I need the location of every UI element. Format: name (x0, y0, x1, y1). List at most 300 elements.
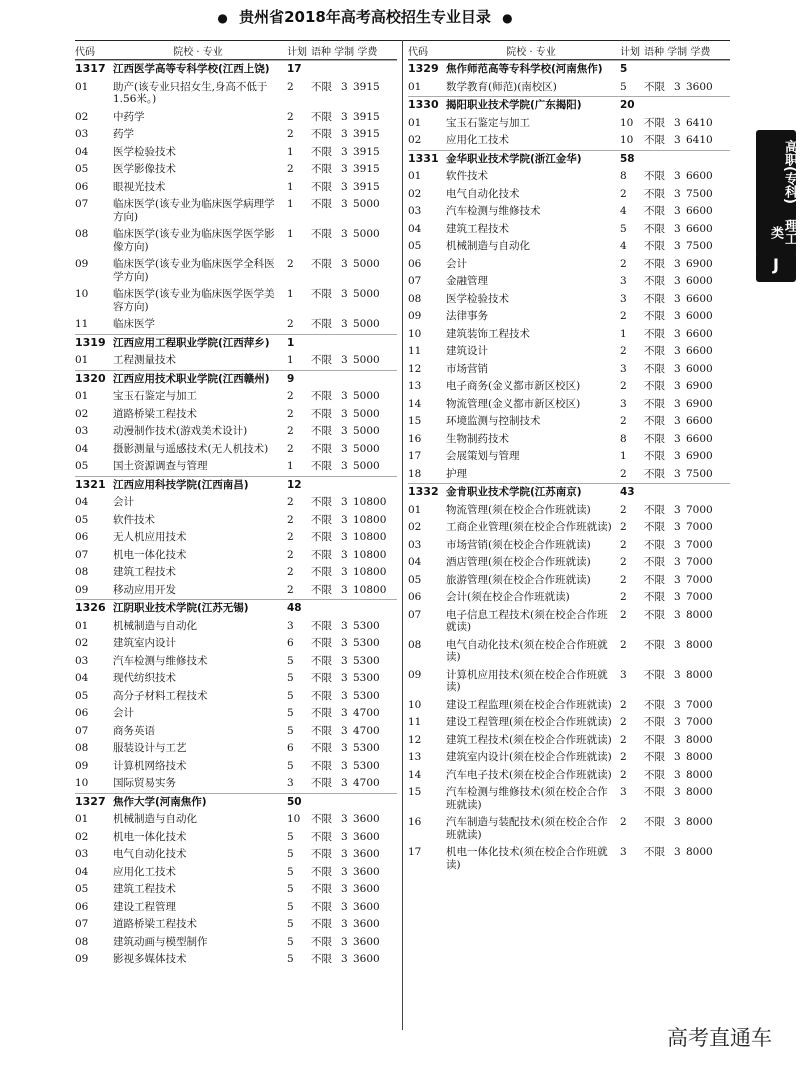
language-cell: 不限 (311, 654, 332, 667)
language-cell: 不限 (644, 187, 665, 200)
language-cell: 不限 (644, 432, 665, 445)
fee-cell: 6600 (686, 415, 713, 427)
code-cell: 18 (408, 467, 422, 480)
language-cell: 不限 (644, 816, 665, 828)
code-cell: 05 (408, 573, 422, 586)
duration-cell: 3 (674, 698, 681, 711)
name-cell: 移动应用开发 (113, 583, 176, 596)
language-cell: 不限 (311, 566, 332, 578)
plan-cell: 8 (620, 170, 627, 182)
major-row (75, 458, 397, 476)
plan-cell: 1 (287, 460, 294, 472)
code-cell: 06 (75, 531, 89, 543)
duration-cell: 3 (341, 128, 348, 140)
major-row (408, 132, 730, 150)
code-cell: 04 (75, 442, 89, 455)
plan-cell: 2 (620, 257, 627, 270)
name-cell: 医学检验技术 (446, 292, 509, 305)
duration-cell: 3 (674, 450, 681, 462)
major-row (75, 179, 397, 197)
name-cell: 汽车电子技术(须在校企合作班就读) (446, 768, 612, 781)
duration-cell: 3 (674, 415, 681, 427)
code-cell: 08 (408, 638, 422, 651)
plan-cell: 5 (287, 900, 294, 913)
name-cell: 江西应用技术职业学院(江西赣州) (113, 372, 270, 385)
page-title: 贵州省2018年高考高校招生专业目录 (239, 8, 491, 26)
major-row (75, 256, 397, 286)
name-cell: 会计 (446, 257, 467, 270)
duration-cell: 3 (341, 707, 348, 719)
language-cell: 不限 (311, 288, 332, 300)
school-row (408, 483, 730, 502)
fee-cell: 3915 (353, 80, 380, 93)
name-cell: 物流管理(须在校企合作班就读) (446, 503, 591, 516)
duration-cell: 3 (341, 583, 348, 596)
language-cell: 不限 (644, 733, 665, 746)
language-cell: 不限 (311, 128, 332, 140)
major-row (408, 343, 730, 361)
duration-cell: 3 (341, 724, 348, 737)
language-cell: 不限 (311, 180, 332, 193)
duration-cell: 3 (341, 918, 348, 930)
plan-cell: 2 (287, 390, 294, 402)
fee-cell: 5000 (353, 258, 380, 270)
duration-cell: 3 (674, 116, 681, 129)
duration-cell: 3 (341, 258, 348, 270)
major-row (408, 273, 730, 291)
duration-cell: 3 (341, 566, 348, 578)
major-row (408, 378, 730, 396)
plan-cell: 1 (620, 450, 627, 462)
plan-cell: 2 (287, 513, 294, 526)
language-cell: 不限 (644, 521, 665, 533)
fee-cell: 3915 (353, 110, 380, 123)
major-row (75, 951, 397, 969)
language-cell: 不限 (644, 467, 665, 480)
fee-cell: 3915 (353, 180, 380, 193)
duration-cell: 3 (341, 830, 348, 843)
name-cell: 机电一体化技术(须在校企合作班就读) (446, 846, 608, 871)
code-cell: 05 (75, 513, 89, 526)
plan-cell: 3 (620, 362, 627, 375)
duration-cell: 3 (674, 397, 681, 410)
major-row (75, 441, 397, 459)
fee-cell: 7500 (686, 187, 713, 200)
major-row (75, 529, 397, 547)
plan-cell: 5 (287, 865, 294, 878)
code-cell: 03 (408, 205, 422, 217)
duration-cell: 3 (674, 187, 681, 200)
code-cell: 09 (75, 953, 89, 965)
name-cell: 建筑动画与模型制作 (113, 935, 208, 948)
major-row (75, 126, 397, 144)
language-cell: 不限 (311, 496, 332, 508)
side-tab-letter: J (756, 252, 796, 282)
plan-cell: 2 (620, 608, 627, 621)
name-cell: 电气自动化技术 (113, 848, 187, 860)
plan-cell: 2 (287, 425, 294, 437)
plan-cell: 2 (287, 110, 294, 123)
name-cell: 汽车制造与装配技术(须在校企合作班就读) (446, 816, 608, 841)
language-cell: 不限 (311, 198, 332, 210)
duration-cell: 3 (341, 110, 348, 123)
plan-cell: 2 (287, 407, 294, 420)
name-cell: 服装设计与工艺 (113, 742, 187, 754)
code-cell: 06 (75, 707, 89, 719)
plan-cell: 3 (620, 292, 627, 305)
code-cell: 04 (75, 496, 89, 508)
name-cell: 计算机网络技术 (113, 759, 187, 772)
name-cell: 临床医学 (113, 318, 155, 330)
right-column (408, 42, 730, 874)
language-cell: 不限 (644, 292, 665, 305)
language-cell: 不限 (644, 415, 665, 427)
major-row (408, 115, 730, 133)
fee-cell: 8000 (686, 846, 713, 858)
major-row (408, 637, 730, 667)
code-cell: 12 (408, 362, 422, 375)
fee-cell: 5000 (353, 288, 380, 300)
major-row (408, 291, 730, 309)
plan-cell: 5 (287, 883, 294, 895)
duration-cell: 3 (674, 240, 681, 252)
fee-cell: 5000 (353, 407, 380, 420)
header-plan: 计划 (287, 47, 307, 58)
fee-cell: 5000 (353, 228, 380, 240)
code-cell: 13 (408, 751, 422, 763)
major-row (408, 607, 730, 637)
language-cell: 不限 (311, 707, 332, 719)
fee-cell: 8000 (686, 608, 713, 621)
name-cell: 会计 (113, 496, 134, 508)
duration-cell: 3 (341, 288, 348, 300)
language-cell: 不限 (644, 668, 665, 681)
major-row (408, 448, 730, 466)
code-cell: 15 (408, 786, 422, 798)
plan-cell: 2 (620, 538, 627, 551)
fee-cell: 7000 (686, 716, 713, 728)
plan-cell: 1 (287, 228, 294, 240)
name-cell: 建筑设计 (446, 345, 488, 357)
code-cell: 02 (75, 830, 89, 843)
plan-cell: 1 (287, 288, 294, 300)
name-cell: 中药学 (113, 110, 145, 123)
duration-cell: 3 (674, 556, 681, 568)
language-cell: 不限 (311, 953, 332, 965)
language-cell: 不限 (311, 583, 332, 596)
language-cell: 不限 (644, 362, 665, 375)
fee-cell: 6600 (686, 222, 713, 235)
major-row (75, 196, 397, 226)
code-cell: 03 (75, 425, 89, 437)
fee-cell: 8000 (686, 733, 713, 746)
language-cell: 不限 (311, 460, 332, 472)
language-cell: 不限 (644, 716, 665, 728)
major-row (408, 203, 730, 221)
duration-cell: 3 (674, 638, 681, 651)
name-cell: 药学 (113, 128, 134, 140)
name-cell: 江西应用工程职业学院(江西萍乡) (113, 336, 270, 349)
fee-cell: 3600 (353, 883, 380, 895)
code-cell: 02 (408, 521, 422, 533)
duration-cell: 3 (674, 503, 681, 516)
plan-cell: 2 (620, 716, 627, 728)
code-cell: 08 (75, 228, 89, 240)
code-cell: 02 (75, 407, 89, 420)
name-cell: 建设工程管理(须在校企合作班就读) (446, 716, 612, 728)
language-cell: 不限 (311, 228, 332, 240)
language-cell: 不限 (311, 865, 332, 878)
name-cell: 环境监测与控制技术 (446, 415, 541, 427)
major-row (75, 144, 397, 162)
code-cell: 09 (75, 583, 89, 596)
fee-cell: 3600 (353, 953, 380, 965)
major-row (75, 564, 397, 582)
plan-cell: 6 (287, 637, 294, 649)
plan-cell: 2 (287, 258, 294, 270)
language-cell: 不限 (644, 556, 665, 568)
plan-cell: 2 (287, 566, 294, 578)
name-cell: 焦作大学(河南焦作) (113, 795, 207, 808)
duration-cell: 3 (674, 205, 681, 217)
major-row (408, 844, 730, 874)
fee-cell: 10800 (353, 583, 387, 596)
major-row (408, 326, 730, 344)
name-cell: 国际贸易实务 (113, 777, 176, 789)
duration-cell: 3 (674, 786, 681, 798)
major-row (75, 934, 397, 952)
duration-cell: 3 (341, 318, 348, 330)
fee-cell: 7500 (686, 467, 713, 480)
major-row (408, 79, 730, 97)
duration-cell: 3 (341, 513, 348, 526)
fee-cell: 3915 (353, 145, 380, 158)
column-header (75, 42, 397, 60)
duration-cell: 3 (341, 163, 348, 175)
plan-cell: 2 (287, 496, 294, 508)
major-row (408, 466, 730, 484)
language-cell: 不限 (311, 442, 332, 455)
name-cell: 医学影像技术 (113, 163, 176, 175)
name-cell: 汽车检测与维修技术(须在校企合作班就读) (446, 786, 608, 811)
language-cell: 不限 (644, 310, 665, 322)
plan-cell: 2 (287, 583, 294, 596)
duration-cell: 3 (341, 425, 348, 437)
name-cell: 建筑工程技术 (446, 222, 509, 235)
duration-cell: 3 (674, 345, 681, 357)
code-cell: 04 (408, 556, 422, 568)
duration-cell: 3 (674, 733, 681, 746)
duration-cell: 3 (674, 310, 681, 322)
code-cell: 03 (75, 128, 89, 140)
language-cell: 不限 (311, 110, 332, 123)
major-row (75, 582, 397, 600)
name-cell: 机电一体化技术 (113, 548, 187, 561)
plan-cell: 2 (620, 591, 627, 603)
duration-cell: 3 (341, 935, 348, 948)
code-cell: 08 (75, 935, 89, 948)
fee-cell: 3600 (686, 80, 713, 93)
code-cell: 03 (408, 538, 422, 551)
school-row (75, 476, 397, 495)
fee-cell: 8000 (686, 751, 713, 763)
name-cell: 道路桥梁工程技术 (113, 918, 197, 930)
code-cell: 01 (408, 80, 422, 93)
duration-cell: 3 (674, 846, 681, 858)
school-row (75, 793, 397, 812)
plan-cell: 2 (620, 698, 627, 711)
name-cell: 机械制造与自动化 (446, 240, 530, 252)
code-cell: 03 (75, 848, 89, 860)
language-cell: 不限 (644, 222, 665, 235)
name-cell: 电气自动化技术(须在校企合作班就读) (446, 638, 608, 663)
plan-cell: 10 (620, 116, 634, 129)
name-cell: 高分子材料工程技术 (113, 689, 208, 702)
language-cell: 不限 (644, 768, 665, 781)
plan-cell: 43 (620, 486, 635, 498)
code-cell: 02 (408, 134, 422, 146)
name-cell: 会计(须在校企合作班就读) (446, 591, 570, 603)
duration-cell: 3 (674, 573, 681, 586)
duration-cell: 3 (341, 813, 348, 825)
code-cell: 10 (75, 288, 89, 300)
code-cell: 06 (75, 900, 89, 913)
language-cell: 不限 (644, 786, 665, 798)
code-cell: 1321 (75, 477, 106, 491)
duration-cell: 3 (341, 354, 348, 366)
duration-cell: 3 (674, 467, 681, 480)
name-cell: 商务英语 (113, 724, 155, 737)
fee-cell: 10800 (353, 566, 387, 578)
school-row (408, 96, 730, 115)
plan-cell: 6 (287, 742, 294, 754)
major-row (75, 881, 397, 899)
name-cell: 揭阳职业技术学院(广东揭阳) (446, 99, 582, 111)
language-cell: 不限 (644, 134, 665, 146)
major-row (75, 775, 397, 793)
name-cell: 建设工程监理(须在校企合作班就读) (446, 698, 612, 711)
duration-cell: 3 (674, 751, 681, 763)
major-row (75, 352, 397, 370)
duration-cell: 3 (674, 608, 681, 621)
major-row (75, 916, 397, 934)
name-cell: 市场营销 (446, 362, 488, 375)
fee-cell: 5000 (353, 425, 380, 437)
name-cell: 临床医学(该专业为临床医学医学美容方向) (113, 288, 275, 313)
plan-cell: 2 (287, 128, 294, 140)
fee-cell: 7000 (686, 538, 713, 551)
code-cell: 1332 (408, 485, 439, 498)
duration-cell: 3 (674, 716, 681, 728)
header-name: 院校 · 专业 (173, 47, 223, 58)
duration-cell: 3 (674, 432, 681, 445)
fee-cell: 3600 (353, 935, 380, 948)
duration-cell: 3 (341, 460, 348, 472)
code-cell: 05 (75, 689, 89, 702)
fee-cell: 3915 (353, 163, 380, 175)
name-cell: 工商企业管理(须在校企合作班就读) (446, 521, 612, 533)
code-cell: 04 (408, 222, 422, 235)
fee-cell: 6600 (686, 205, 713, 217)
code-cell: 02 (408, 187, 422, 200)
fee-cell: 3600 (353, 918, 380, 930)
duration-cell: 3 (341, 145, 348, 158)
name-cell: 摄影测量与遥感技术(无人机技术) (113, 442, 269, 455)
language-cell: 不限 (311, 258, 332, 270)
fee-cell: 10800 (353, 531, 387, 543)
major-row (75, 161, 397, 179)
fee-cell: 6600 (686, 345, 713, 357)
language-cell: 不限 (644, 80, 665, 93)
language-cell: 不限 (644, 240, 665, 252)
major-row (75, 723, 397, 741)
language-cell: 不限 (311, 145, 332, 158)
name-cell: 建筑室内设计 (113, 637, 176, 649)
fee-cell: 5000 (353, 442, 380, 455)
code-cell: 06 (408, 257, 422, 270)
name-cell: 机电一体化技术 (113, 830, 187, 843)
fee-cell: 4700 (353, 777, 380, 789)
major-row (408, 749, 730, 767)
major-row (75, 846, 397, 864)
fee-cell: 7000 (686, 503, 713, 516)
code-cell: 16 (408, 432, 422, 445)
school-row (75, 370, 397, 389)
major-row (75, 79, 397, 109)
fee-cell: 10800 (353, 513, 387, 526)
duration-cell: 3 (341, 390, 348, 402)
language-cell: 不限 (311, 724, 332, 737)
name-cell: 现代纺织技术 (113, 672, 176, 684)
name-cell: 医学检验技术 (113, 145, 176, 158)
plan-cell: 3 (620, 786, 627, 798)
name-cell: 无人机应用技术 (113, 531, 187, 543)
language-cell: 不限 (311, 742, 332, 754)
duration-cell: 3 (341, 672, 348, 684)
code-cell: 08 (408, 292, 422, 305)
plan-cell: 2 (620, 415, 627, 427)
plan-cell: 2 (287, 318, 294, 330)
school-row (75, 60, 397, 79)
name-cell: 建筑室内设计(须在校企合作班就读) (446, 751, 612, 763)
code-cell: 06 (75, 180, 89, 193)
language-cell: 不限 (644, 573, 665, 586)
plan-cell: 5 (287, 707, 294, 719)
duration-cell: 3 (341, 848, 348, 860)
code-cell: 03 (75, 654, 89, 667)
language-cell: 不限 (311, 407, 332, 420)
name-cell: 建筑工程技术 (113, 566, 176, 578)
code-cell: 05 (75, 883, 89, 895)
major-row (75, 864, 397, 882)
code-cell: 1326 (75, 601, 106, 614)
name-cell: 数学教育(师范)(南校区) (446, 80, 557, 93)
fee-cell: 6000 (686, 275, 713, 287)
fee-cell: 3915 (353, 128, 380, 140)
fee-cell: 5300 (353, 672, 380, 684)
duration-cell: 3 (341, 742, 348, 754)
code-cell: 02 (75, 110, 89, 123)
major-row (408, 361, 730, 379)
major-row (408, 732, 730, 750)
fee-cell: 5300 (353, 689, 380, 702)
language-cell: 不限 (644, 397, 665, 410)
code-cell: 14 (408, 768, 422, 781)
major-row (408, 168, 730, 186)
fee-cell: 5300 (353, 619, 380, 632)
major-row (408, 431, 730, 449)
language-cell: 不限 (311, 619, 332, 632)
